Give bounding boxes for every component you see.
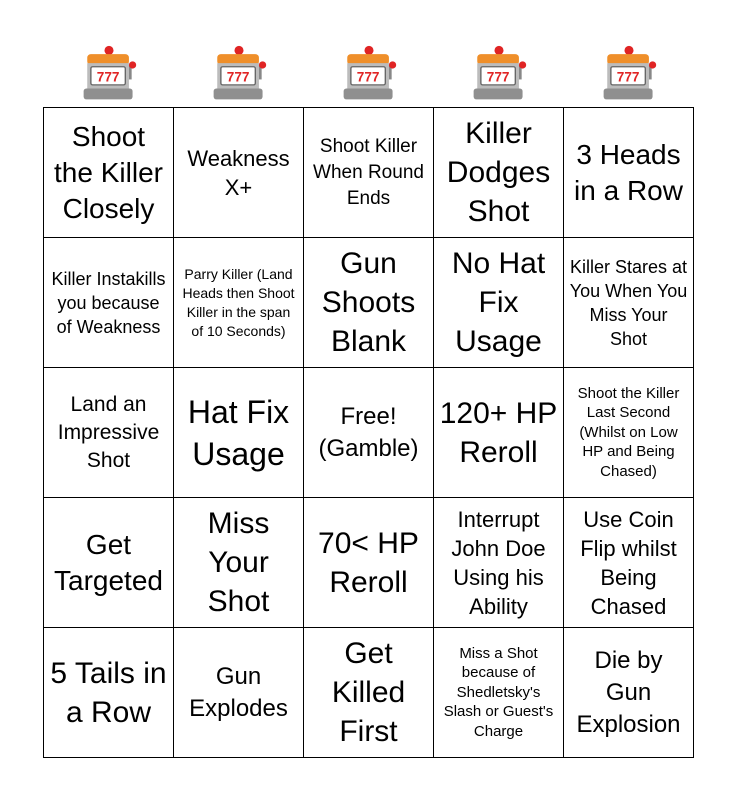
cell-text: No Hat Fix Usage	[451, 247, 546, 358]
cell-text: Parry Killer (Land Heads then Shoot Killer in the span of 10 Seconds)	[182, 265, 295, 339]
header-column-5	[564, 40, 694, 108]
slot-machine-icon	[340, 45, 398, 103]
bingo-cell[interactable]	[434, 628, 564, 758]
bingo-cell[interactable]	[564, 108, 694, 238]
bingo-cell[interactable]	[434, 498, 564, 628]
bingo-cell[interactable]	[434, 368, 564, 498]
bingo-cell[interactable]	[44, 498, 174, 628]
cell-text: Free! (Gamble)	[318, 402, 419, 462]
bingo-cell[interactable]	[44, 628, 174, 758]
bingo-cell[interactable]	[434, 108, 564, 238]
bingo-cell[interactable]	[174, 498, 304, 628]
cell-text: Use Coin Flip whilst Being Chased	[580, 506, 677, 619]
slot-machine-icon	[210, 45, 268, 103]
cell-text: 120+ HP Reroll	[439, 396, 558, 469]
bingo-cell[interactable]	[44, 108, 174, 238]
bingo-cell[interactable]	[434, 238, 564, 368]
cell-text: Shoot the Killer Closely	[54, 120, 163, 224]
cell-text: 3 Heads in a Row	[574, 138, 683, 206]
bingo-cell[interactable]	[564, 498, 694, 628]
cell-text: Land an Impressive Shot	[57, 392, 160, 472]
cell-text: 70< HP Reroll	[318, 526, 419, 599]
cell-text: Killer Stares at You When You Miss Your Shot	[569, 256, 688, 349]
bingo-cell[interactable]	[174, 108, 304, 238]
cell-text: Interrupt John Doe Using his Ability	[451, 506, 546, 619]
slot-machine-icon	[80, 45, 138, 103]
bingo-cell[interactable]	[304, 368, 434, 498]
bingo-cell[interactable]	[44, 368, 174, 498]
cell-text: Get Killed First	[331, 637, 406, 748]
bingo-cell[interactable]	[304, 498, 434, 628]
header-column-4	[434, 40, 564, 108]
bingo-cell[interactable]	[564, 368, 694, 498]
slot-machine-icon	[470, 45, 528, 103]
bingo-cell[interactable]	[174, 238, 304, 368]
slot-reel-text: 777	[226, 69, 250, 85]
slot-reel-text: 777	[356, 69, 380, 85]
cell-text: Weakness X+	[187, 145, 290, 200]
bingo-cell[interactable]	[44, 238, 174, 368]
header-column-1	[44, 40, 174, 108]
bingo-board	[43, 107, 694, 758]
cell-text: Get Targeted	[54, 528, 163, 596]
slot-reel-text: 777	[486, 69, 510, 85]
bingo-cell[interactable]	[564, 628, 694, 758]
slot-machine-icon	[600, 45, 658, 103]
cell-text: Gun Shoots Blank	[321, 247, 416, 358]
bingo-cell[interactable]	[174, 368, 304, 498]
bingo-cell[interactable]	[304, 238, 434, 368]
header-column-3	[304, 40, 434, 108]
cell-text: Miss a Shot because of Shedletsky's Slash or Guest's Charge	[443, 644, 554, 740]
card-header	[44, 40, 694, 108]
bingo-cell[interactable]	[564, 238, 694, 368]
bingo-cell[interactable]	[304, 108, 434, 238]
cell-text: Miss Your Shot	[207, 507, 270, 618]
cell-text: Shoot Killer When Round Ends	[313, 135, 424, 209]
bingo-cell[interactable]	[304, 628, 434, 758]
header-column-2	[174, 40, 304, 108]
cell-text: Killer Dodges Shot	[446, 117, 551, 228]
slot-reel-text: 777	[616, 69, 640, 85]
cell-text: Die by Gun Explosion	[576, 646, 681, 738]
slot-reel-text: 777	[96, 69, 120, 85]
cell-text: 5 Tails in a Row	[50, 656, 167, 729]
bingo-cell[interactable]	[174, 628, 304, 758]
cell-text: Gun Explodes	[189, 662, 288, 722]
cell-text: Killer Instakills you because of Weakness	[51, 268, 166, 337]
cell-text: Hat Fix Usage	[187, 393, 290, 472]
cell-text: Shoot the Killer Last Second (Whilst on Low HP and Being Chased)	[577, 384, 680, 480]
